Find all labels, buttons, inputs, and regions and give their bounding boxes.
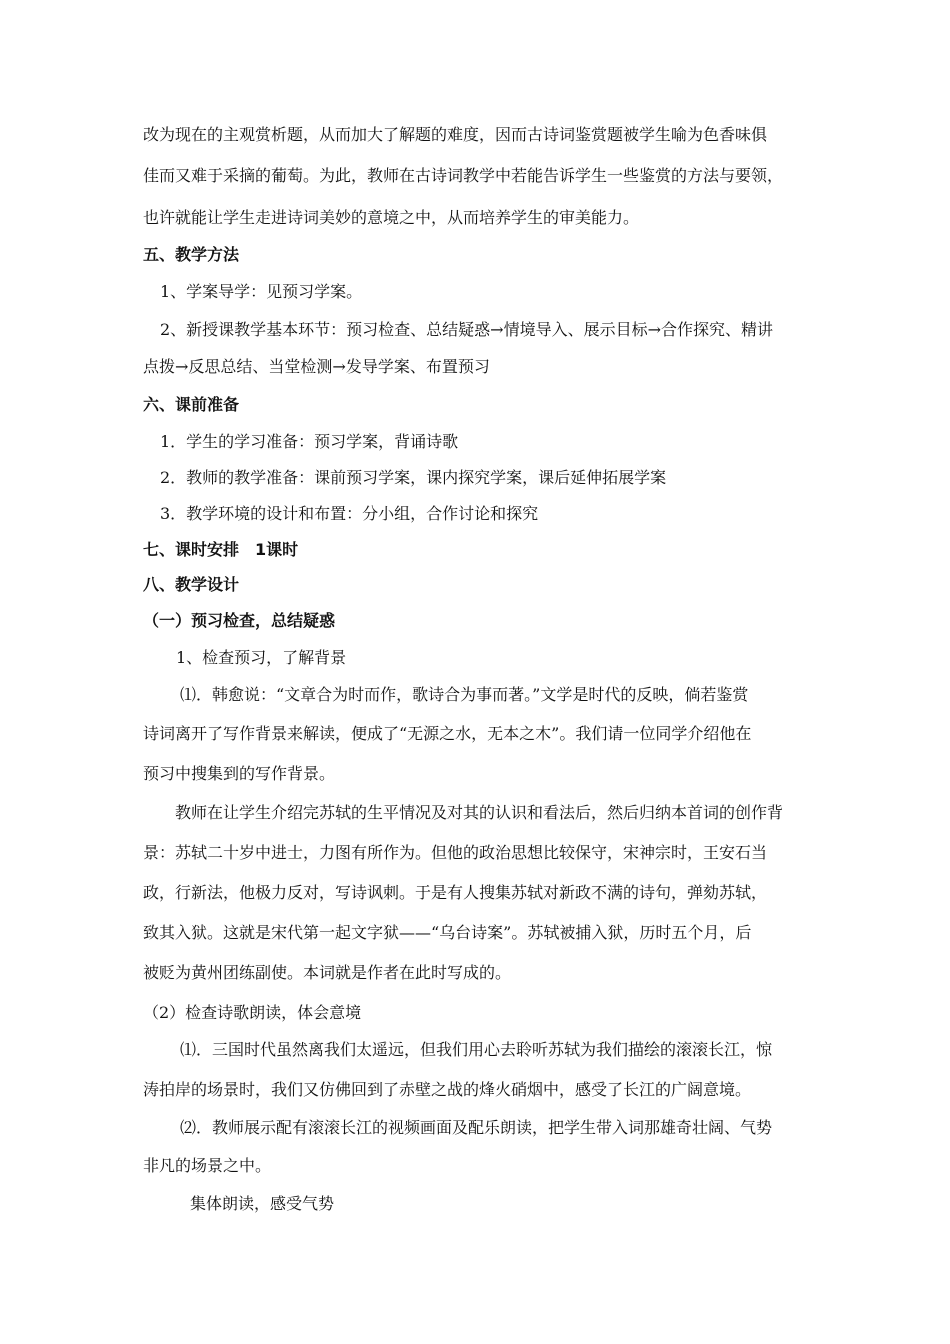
paragraph-line: 致其入狱。这就是宋代第一起文字狱——“乌台诗案”。苏轼被捕入狱，历时五个月，后 — [143, 923, 752, 942]
paragraph-line: 集体朗读，感受气势 — [190, 1194, 335, 1213]
list-item: 1、检查预习，了解背景 — [176, 648, 347, 667]
paragraph-line: 政，行新法，他极力反对，写诗讽刺。于是有人搜集苏轼对新政不满的诗句，弹劾苏轼， — [143, 883, 768, 902]
paragraph-line: 改为现在的主观赏析题，从而加大了解题的难度，因而古诗词鉴赏题被学生喻为色香味俱 — [143, 125, 768, 144]
section-heading: 八、教学设计 — [143, 575, 240, 594]
paragraph-line: 景：苏轼二十岁中进士，力图有所作为。但他的政治思想比较保守，宋神宗时，王安石当 — [143, 843, 768, 862]
subsection-heading: （一）预习检查，总结疑惑 — [143, 611, 336, 630]
paragraph-line: 涛拍岸的场景时，我们又仿佛回到了赤壁之战的烽火硝烟中，感受了长江的广阔意境。 — [143, 1080, 752, 1099]
paragraph-line: 非凡的场景之中。 — [143, 1156, 272, 1175]
section-heading: 六、课前准备 — [143, 395, 240, 414]
paragraph-line: 佳而又难于采摘的葡萄。为此，教师在古诗词教学中若能告诉学生一些鉴赏的方法与要领， — [143, 166, 784, 185]
paragraph-line: ⑵．教师展示配有滚滚长江的视频画面及配乐朗读，把学生带入词那雄奇壮阔、气势 — [180, 1118, 773, 1137]
section-heading: 五、教学方法 — [143, 245, 240, 264]
paragraph-line: ⑴．韩愈说：“文章合为时而作，歌诗合为事而著。”文学是时代的反映，倘若鉴赏 — [180, 685, 749, 704]
paragraph-line: ⑴．三国时代虽然离我们太遥远，但我们用心去聆听苏轼为我们描绘的滚滚长江，惊 — [180, 1040, 773, 1059]
paragraph-line: 教师在让学生介绍完苏轼的生平情况及对其的认识和看法后，然后归纳本首词的创作背 — [175, 803, 784, 822]
paragraph-line: 也许就能让学生走进诗词美妙的意境之中，从而培养学生的审美能力。 — [143, 208, 640, 227]
list-item: 3．教学环境的设计和布置：分小组，合作讨论和探究 — [160, 504, 539, 523]
paragraph-line: 被贬为黄州团练副使。本词就是作者在此时写成的。 — [143, 963, 512, 982]
paragraph-line: 诗词离开了写作背景来解读，便成了“无源之水，无本之木”。我们请一位同学介绍他在 — [143, 724, 752, 743]
paragraph-line: 预习中搜集到的写作背景。 — [143, 764, 336, 783]
list-item: 1．学生的学习准备：预习学案，背诵诗歌 — [160, 432, 459, 451]
list-item: 2、新授课教学基本环节：预习检查、总结疑惑→情境导入、展示目标→合作探究、精讲 — [160, 320, 773, 339]
list-item-continuation: 点拨→反思总结、当堂检测→发导学案、布置预习 — [143, 357, 490, 376]
list-item: 1、学案导学：见预习学案。 — [160, 282, 363, 301]
subsection-heading: （2）检查诗歌朗读，体会意境 — [143, 1003, 362, 1022]
list-item: 2．教师的教学准备：课前预习学案，课内探究学案，课后延伸拓展学案 — [160, 468, 667, 487]
section-heading: 七、课时安排 1课时 — [143, 540, 299, 559]
